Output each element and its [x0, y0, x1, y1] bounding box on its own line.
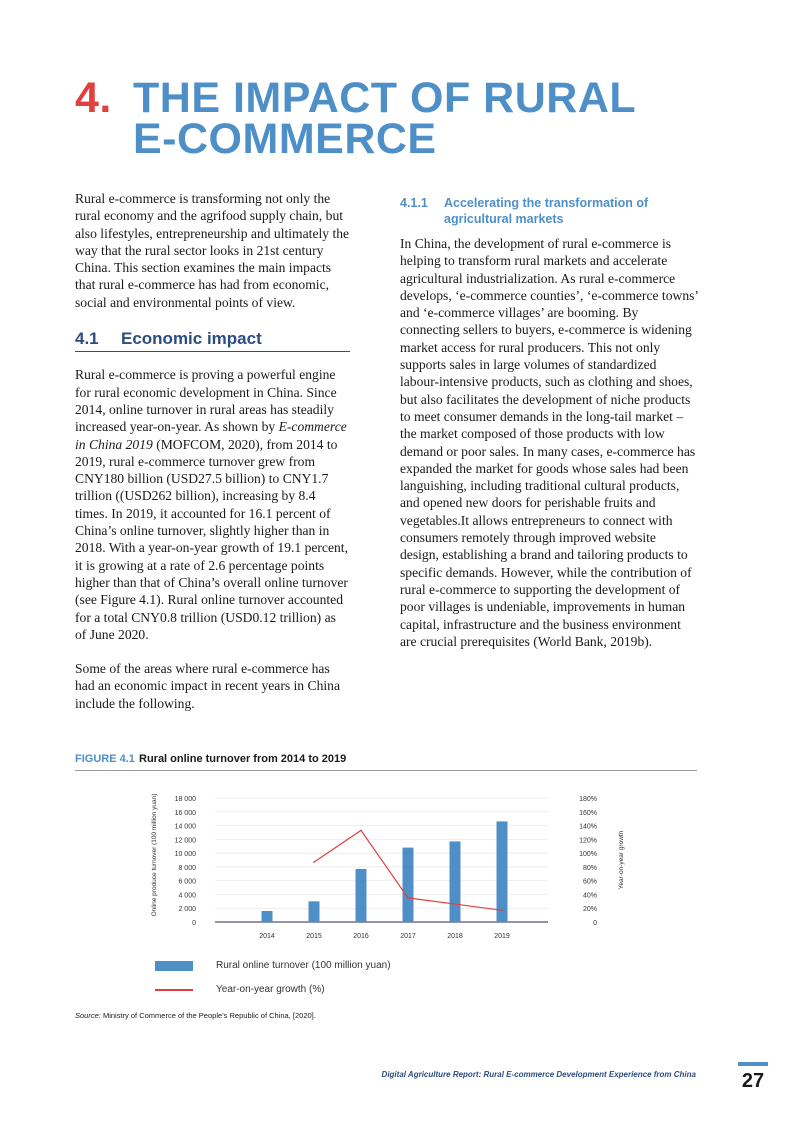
- y2-tick-label: 120%: [579, 837, 597, 845]
- chapter-title: [75, 74, 637, 163]
- y2-tick-label: 180%: [579, 796, 597, 803]
- y2-tick-label: 40%: [582, 892, 597, 900]
- y2-tick-label: 0: [593, 920, 597, 927]
- source-note: [75, 1011, 316, 1020]
- right-column: [400, 195, 698, 667]
- bar: [262, 911, 273, 922]
- y2-tick-label: 100%: [579, 851, 597, 859]
- figure-title: Rural online turnover from 2014 to 2019: [139, 753, 347, 765]
- y-tick-label: 18 000: [174, 796, 196, 803]
- title-line-1: THE IMPACT OF RURAL: [133, 74, 637, 122]
- paragraph-markets: In China, the development of rural e-commerce is helping to transform rural markets and accelerate agricultural industrialization. As rural e-commerce develops, ‘e-commerce counties’, ‘e-commerce towns’ and ‘e-commerce villages’ are booming. By connecting sellers to buyers, e-commerce is widening market access for rural producers. This not only supports sales in large volumes of standardized labour-intensive products, such as clothing and shoes, but also facilitates the development of niche products to meet consumer demands in the long-tail market – the market composed of those products with low demand or poor sales. In many cases, e-commerce has expanded the market for goods whose sales had been languishing, including traditional cultural products, and opened new doors for perishable fruits and vegetables.It allows entrepreneurs to connect with consumers remotely through improved website design, establishing a brand and tailoring products to specific demands. However, while the contribution of rural e-commerce to supporting the development of poor villages is undeniable, improvements in human capital, infrastructure and the business environment are crucial prerequisites (World Bank, 2019b).: [400, 236, 698, 649]
- x-tick-label: 2017: [400, 933, 416, 940]
- paragraph-areas: Some of the areas where rural e-commerce has had an economic impact in recent years in China include the following.: [75, 661, 340, 711]
- bar: [356, 869, 367, 922]
- legend-line: [155, 984, 325, 995]
- chapter-number: 4.: [75, 74, 112, 122]
- bar: [497, 821, 508, 922]
- source-text: Ministry of Commerce of the People’s Republic of China, [2020].: [100, 1011, 316, 1020]
- subsection-title: Accelerating the transformation of agricultural markets: [444, 196, 649, 226]
- x-tick-label: 2016: [353, 933, 369, 940]
- bar: [450, 841, 461, 922]
- y-tick-label: 2 000: [178, 906, 196, 914]
- subsection-heading: [400, 195, 698, 227]
- y2-axis-title: Year-on-year growth: [618, 830, 625, 890]
- figure-caption: [75, 753, 697, 771]
- running-footer: Digital Agriculture Report: Rural E-commerce Development Experience from China: [381, 1070, 696, 1079]
- combo-chart: [0, 780, 793, 960]
- paragraph-economic: [75, 366, 350, 643]
- bar: [309, 901, 320, 922]
- y2-tick-label: 60%: [582, 878, 597, 886]
- y-axis-title: Online produce turnover (100 million yuan): [151, 793, 158, 917]
- growth-point: [313, 861, 315, 863]
- x-tick-label: 2019: [494, 933, 510, 940]
- y-tick-label: 6 000: [178, 878, 196, 886]
- x-tick-label: 2015: [306, 933, 322, 940]
- y-tick-label: 16 000: [174, 809, 196, 817]
- legend-line-swatch: [155, 989, 193, 991]
- publication-title: E-commerce in China 2019: [75, 419, 347, 452]
- subsection-number: 4.1.1: [400, 196, 428, 210]
- y-tick-label: 10 000: [174, 851, 196, 859]
- section-heading: [75, 330, 350, 352]
- growth-point: [501, 909, 503, 911]
- y-tick-label: 12 000: [174, 837, 196, 845]
- x-tick-label: 2014: [259, 933, 275, 940]
- source-label: Source:: [75, 1011, 101, 1020]
- growth-point: [407, 897, 409, 899]
- legend-bar-label: Rural online turnover (100 million yuan): [216, 960, 391, 971]
- legend-line-label: Year-on-year growth (%): [216, 984, 325, 995]
- intro-paragraph: Rural e-commerce is transforming not only the rural economy and the agrifood supply chain, but also lifestyles, entrepreneurship and ultimately the way that the rural sector looks in 21st century China. This section examines the main impacts that rural e-commerce has had from economic, social and environmental points of view.: [75, 191, 350, 310]
- text: (MOFCOM, 2020), from 2014 to 2019, rural e-commerce turnover grew from CNY180 billion (USD27.5 billion) to CNY1.7 trillion ((USD262 billion), increasing by 8.4 times. In 2019, it accounted for 16.1 percent of China’s online turnover, slightly higher than in 2018. With a year-on-year growth of 19.1 percent, it is growing at a rate of 2.6 percentage points higher than that of China’s overall online turnover (see Figure 4.1). Rural online turnover accounted for a total CNY0.8 trillion (USD0.12 trillion) as of June 2020.: [75, 436, 348, 642]
- left-column: [75, 190, 350, 729]
- y-tick-label: 0: [192, 920, 196, 927]
- y2-tick-label: 140%: [579, 823, 597, 831]
- y2-tick-label: 160%: [579, 809, 597, 817]
- y-tick-label: 4 000: [178, 892, 196, 900]
- legend-bar: [155, 960, 391, 971]
- section-number: 4.1: [75, 329, 99, 349]
- title-line-2: E-COMMERCE: [133, 115, 437, 163]
- text: Rural e-commerce is proving a powerful engine for rural economic development in China. Since 2014, online turnover in rural areas has steadily increased year-on-year. As shown by: [75, 367, 337, 435]
- section-title: Economic impact: [121, 329, 262, 349]
- growth-point: [360, 830, 362, 832]
- growth-point: [454, 903, 456, 905]
- bar: [403, 848, 414, 922]
- page-number: 27: [738, 1062, 768, 1093]
- legend-bar-swatch: [155, 961, 193, 971]
- y-tick-label: 8 000: [178, 864, 196, 872]
- figure-label: FIGURE 4.1: [75, 753, 135, 765]
- x-tick-label: 2018: [447, 933, 463, 940]
- y-tick-label: 14 000: [174, 823, 196, 831]
- y2-tick-label: 20%: [582, 906, 597, 914]
- y2-tick-label: 80%: [582, 864, 597, 872]
